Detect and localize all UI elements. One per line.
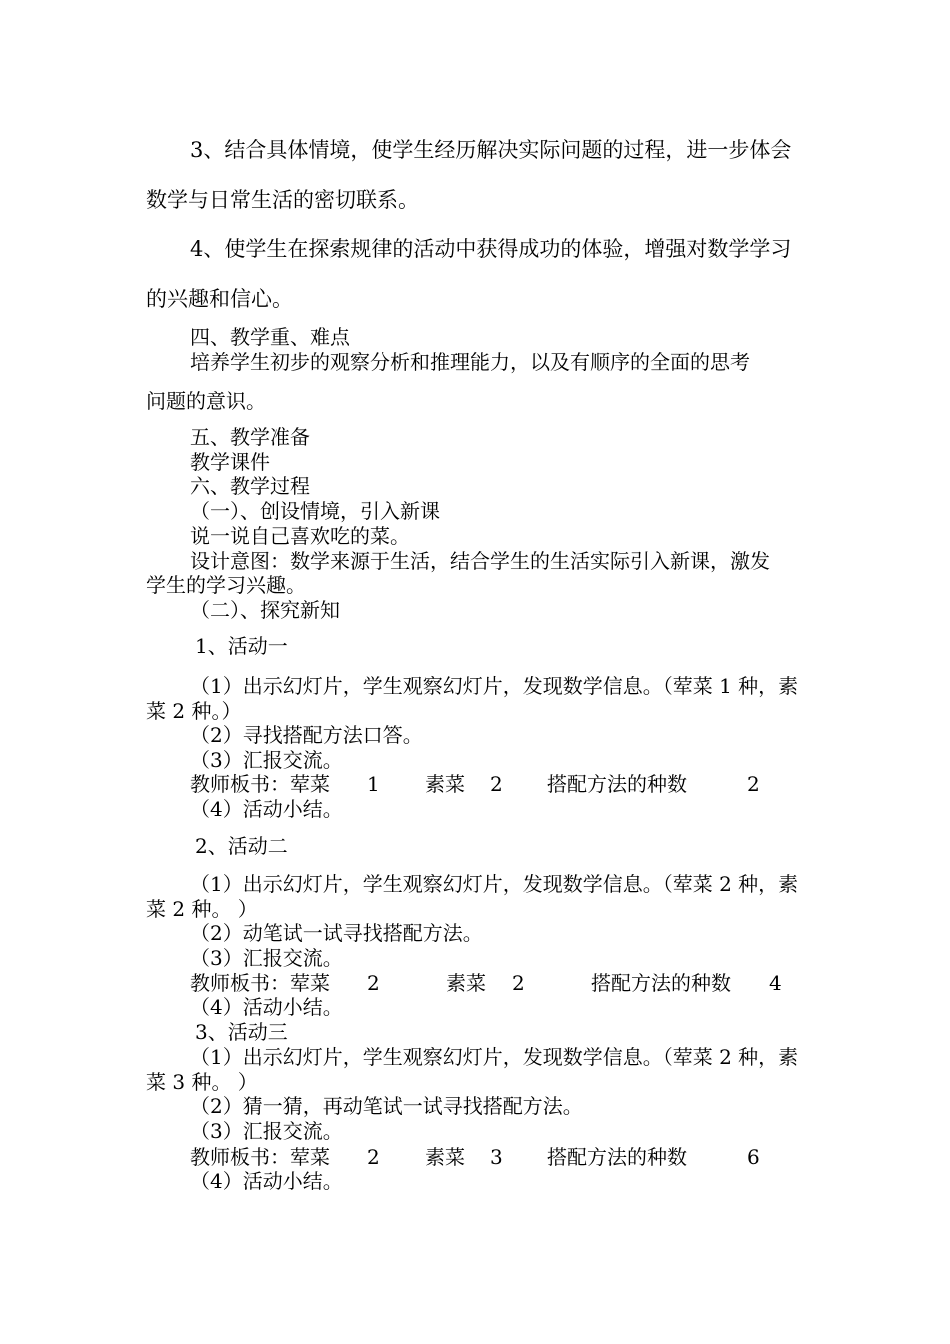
board-veg-count: 2 [490, 772, 503, 796]
key-points-line-2: 问题的意识。 [146, 389, 266, 413]
activity2-step1-line-2: 菜 2 种。 ） [146, 897, 258, 921]
activity2-board [0, 971, 950, 995]
objective-4-line-1: 4、使学生在探索规律的活动中获得成功的体验，增强对数学学习 [190, 237, 792, 261]
preparation-heading: 五、教学准备 [190, 425, 310, 449]
design-intent-line-1: 设计意图：数学来源于生活，结合学生的生活实际引入新课，激发 [190, 549, 770, 573]
activity1-step1-line-2: 菜 2 种。） [146, 699, 242, 723]
part1-line-1: 说一说自己喜欢吃的菜。 [190, 524, 410, 548]
board-label: 教师板书：荤菜 [190, 971, 330, 995]
activity1-title: 1、活动一 [195, 634, 288, 658]
activity3-step4: （4）活动小结。 [190, 1169, 343, 1193]
activity1-step4: （4）活动小结。 [190, 797, 343, 821]
activity3-step3: （3）汇报交流。 [190, 1119, 343, 1143]
activity1-board [0, 772, 950, 796]
board-veg-label: 素菜 [425, 772, 465, 796]
board-ways-count: 4 [769, 971, 782, 995]
board-meat-count: 2 [367, 1145, 380, 1169]
part1-heading: （一）、创设情境，引入新课 [190, 499, 440, 523]
board-veg-count: 3 [490, 1145, 503, 1169]
activity2-step2: （2）动笔试一试寻找搭配方法。 [190, 921, 483, 945]
board-ways-count: 2 [747, 772, 760, 796]
objective-3-line-1: 3、结合具体情境，使学生经历解决实际问题的过程，进一步体会 [190, 138, 792, 162]
objective-3-line-2: 数学与日常生活的密切联系。 [146, 188, 419, 212]
preparation-content: 教学课件 [190, 450, 270, 474]
process-heading: 六、教学过程 [190, 474, 310, 498]
activity1-step3: （3）汇报交流。 [190, 748, 343, 772]
activity3-step1-line-1: （1）出示幻灯片，学生观察幻灯片，发现数学信息。（荤菜 2 种，素 [190, 1045, 799, 1069]
board-ways-label: 搭配方法的种数 [547, 1145, 687, 1169]
activity2-title: 2、活动二 [195, 834, 288, 858]
key-points-heading: 四、教学重、难点 [190, 325, 350, 349]
key-points-line-1: 培养学生初步的观察分析和推理能力，以及有顺序的全面的思考 [190, 350, 750, 374]
board-meat-count: 2 [367, 971, 380, 995]
objective-4-line-2: 的兴趣和信心。 [146, 287, 293, 311]
board-veg-label: 素菜 [446, 971, 486, 995]
board-veg-label: 素菜 [425, 1145, 465, 1169]
activity2-step4: （4）活动小结。 [190, 995, 343, 1019]
activity1-step1-line-1: （1）出示幻灯片，学生观察幻灯片，发现数学信息。（荤菜 1 种，素 [190, 674, 799, 698]
board-veg-count: 2 [512, 971, 525, 995]
board-ways-label: 搭配方法的种数 [591, 971, 731, 995]
design-intent-line-2: 学生的学习兴趣。 [146, 573, 306, 597]
activity2-step3: （3）汇报交流。 [190, 946, 343, 970]
board-ways-count: 6 [747, 1145, 760, 1169]
part2-heading: （二）、探究新知 [190, 598, 340, 622]
board-label: 教师板书：荤菜 [190, 772, 330, 796]
activity3-title: 3、活动三 [195, 1020, 288, 1044]
board-ways-label: 搭配方法的种数 [547, 772, 687, 796]
board-meat-count: 1 [367, 772, 380, 796]
activity3-step2: （2）猜一猜，再动笔试一试寻找搭配方法。 [190, 1094, 583, 1118]
board-label: 教师板书：荤菜 [190, 1145, 330, 1169]
activity3-step1-line-2: 菜 3 种。 ） [146, 1070, 258, 1094]
activity2-step1-line-1: （1）出示幻灯片，学生观察幻灯片，发现数学信息。（荤菜 2 种，素 [190, 872, 799, 896]
activity3-board [0, 1145, 950, 1169]
activity1-step2: （2）寻找搭配方法口答。 [190, 723, 423, 747]
